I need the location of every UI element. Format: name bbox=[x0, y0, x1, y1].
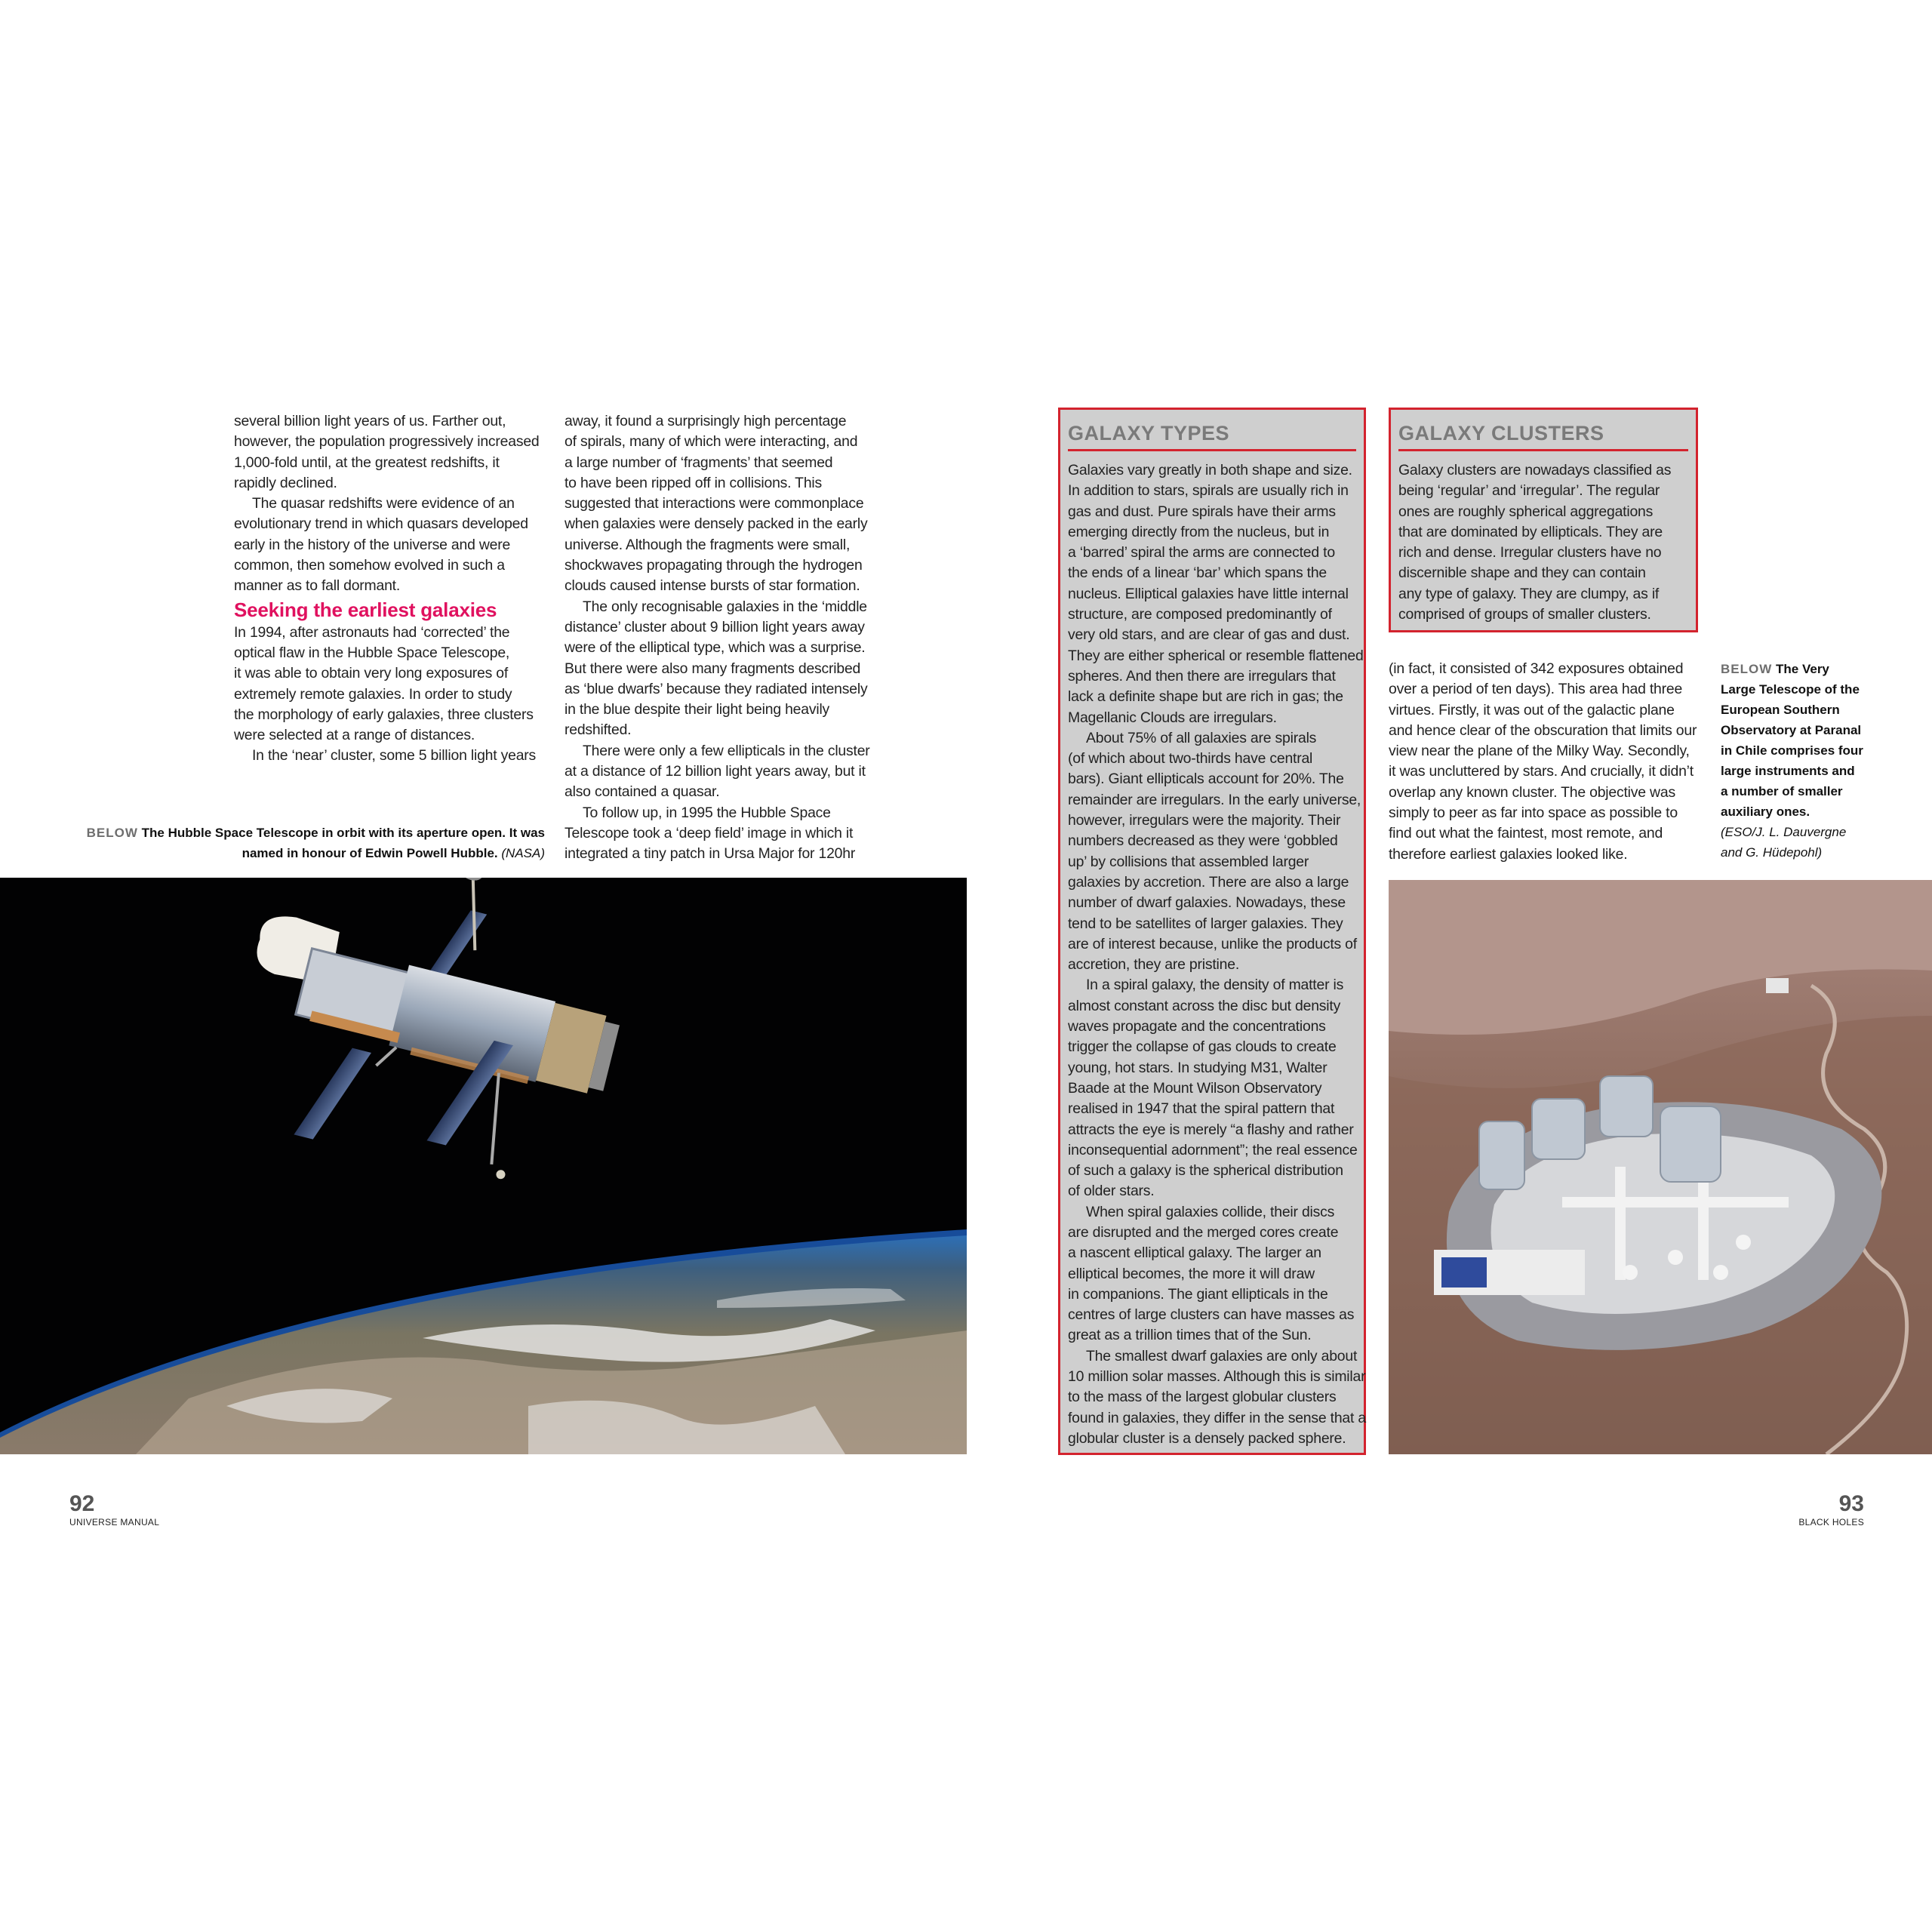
text-line: They are either spherical or resemble flattened bbox=[1068, 647, 1364, 664]
text-line: Galaxies vary greatly in both shape and size. bbox=[1068, 462, 1352, 478]
text-line: numbers decreased as they were ‘gobbled bbox=[1068, 832, 1338, 850]
text-line: distance’ cluster about 9 billion light years away bbox=[565, 618, 865, 635]
text-line: In the ‘near’ cluster, some 5 billion light years bbox=[252, 747, 537, 764]
text-line: In addition to stars, spirals are usually rich in bbox=[1068, 482, 1349, 500]
text-line: the morphology of early galaxies, three clusters bbox=[234, 706, 534, 723]
text-line: clouds caused intense bursts of star formation. bbox=[565, 577, 860, 595]
caption-line: Observatory at Paranal bbox=[1721, 723, 1862, 737]
text-line: 10 million solar masses. Although this is similar bbox=[1068, 1368, 1366, 1386]
text-line: and hence clear of the obscuration that limits our bbox=[1389, 721, 1697, 739]
text-line: several billion light years of us. Farther out, bbox=[234, 413, 506, 429]
text-line: it was able to obtain very long exposures of bbox=[234, 665, 509, 682]
col1-para-a bbox=[234, 411, 551, 494]
text-line: early in the history of the universe and were bbox=[234, 536, 511, 553]
text-line: There were only a few ellipticals in the cluster bbox=[583, 742, 870, 759]
text-line: rapidly declined. bbox=[234, 474, 337, 491]
text-line: of older stars. bbox=[1068, 1183, 1155, 1200]
text-line: in the blue despite their light being heavily bbox=[565, 701, 830, 718]
caption-credit: (ESO/J. L. Dauvergne bbox=[1721, 825, 1847, 839]
text-line: realised in 1947 that the spiral pattern that bbox=[1068, 1100, 1335, 1118]
text-line: Magellanic Clouds are irregulars. bbox=[1068, 709, 1277, 726]
text-line: remainder are irregulars. In the early universe, bbox=[1068, 791, 1361, 808]
text-line: however, irregulars were the majority. Their bbox=[1068, 812, 1341, 829]
text-line: To follow up, in 1995 the Hubble Space bbox=[583, 804, 831, 821]
text-line: are disrupted and the merged cores create bbox=[1068, 1223, 1339, 1241]
text-line: great as a trillion times that of the Sun. bbox=[1068, 1327, 1312, 1344]
galaxy-clusters-sidebar bbox=[1389, 408, 1698, 632]
right-column bbox=[1389, 659, 1706, 865]
sidebar-title: GALAXY CLUSTERS bbox=[1398, 420, 1688, 451]
text-line: almost constant across the disc but density bbox=[1068, 997, 1341, 1014]
caption-line: The Hubble Space Telescope in orbit with its aperture open. It was bbox=[141, 826, 545, 840]
left-column-2 bbox=[565, 411, 889, 865]
text-line: extremely remote galaxies. In order to study bbox=[234, 685, 512, 703]
caption-line: in Chile comprises four bbox=[1721, 743, 1863, 758]
text-line: optical flaw in the Hubble Space Telescope, bbox=[234, 644, 510, 661]
text-line: found in galaxies, they differ in the sense that a bbox=[1068, 1409, 1366, 1426]
text-line: About 75% of all galaxies are spirals bbox=[1086, 729, 1317, 746]
very-large-telescope-photo bbox=[1389, 880, 1932, 1454]
text-line: as ‘blue dwarfs’ because they radiated intensely bbox=[565, 680, 868, 697]
col2-para-b bbox=[565, 597, 889, 741]
text-line: therefore earliest galaxies looked like. bbox=[1389, 845, 1628, 863]
text-line: redshifted. bbox=[565, 721, 632, 739]
text-line: of such a galaxy is the spherical distribution bbox=[1068, 1162, 1343, 1180]
col1-para-b bbox=[234, 494, 551, 596]
section-heading: Seeking the earliest galaxies bbox=[234, 598, 497, 621]
col2-para-a bbox=[565, 411, 889, 597]
text-line: at a distance of 12 billion light years away, but it bbox=[565, 763, 866, 780]
text-line: spheres. And then there are irregulars that bbox=[1068, 667, 1336, 685]
text-line: being ‘regular’ and ‘irregular’. The regular bbox=[1398, 482, 1660, 500]
text-line: comprised of groups of smaller clusters. bbox=[1398, 606, 1651, 623]
text-line: to the mass of the largest globular clusters bbox=[1068, 1389, 1337, 1406]
text-line: however, the population progressively increased bbox=[234, 433, 540, 451]
sidebar-body bbox=[1398, 460, 1688, 625]
text-line: manner as to fall dormant. bbox=[234, 577, 401, 595]
text-line: galaxies by accretion. There are also a large bbox=[1068, 873, 1349, 891]
text-line: also contained a quasar. bbox=[565, 783, 720, 801]
text-line: centres of large clusters can have masses as bbox=[1068, 1306, 1355, 1324]
text-line: virtues. Firstly, it was out of the galactic plane bbox=[1389, 701, 1675, 718]
caption-line: auxiliary ones. bbox=[1721, 804, 1810, 819]
col2-para-d bbox=[565, 803, 889, 865]
text-line: number of dwarf galaxies. Nowadays, these bbox=[1068, 894, 1346, 912]
text-line: that are dominated by ellipticals. They are bbox=[1398, 523, 1663, 540]
galaxy-types-sidebar bbox=[1058, 408, 1366, 1455]
col1-para-d bbox=[234, 746, 551, 766]
text-line: the ends of a linear ‘bar’ which spans the bbox=[1068, 565, 1327, 582]
col1-para-c bbox=[234, 623, 551, 746]
text-line: were selected at a range of distances. bbox=[234, 727, 475, 744]
text-line: (in fact, it consisted of 342 exposures obtained bbox=[1389, 660, 1684, 677]
text-line: over a period of ten days). This area had three bbox=[1389, 681, 1683, 698]
text-line: ones are roughly spherical aggregations bbox=[1398, 503, 1654, 520]
caption-line: large instruments and bbox=[1721, 764, 1855, 778]
text-line: Telescope took a ‘deep field’ image in which it bbox=[565, 824, 854, 841]
vlt-caption bbox=[1721, 659, 1872, 863]
page-number: 93 bbox=[1838, 1491, 1864, 1516]
text-line: Galaxy clusters are nowadays classified as bbox=[1398, 462, 1672, 478]
text-line: young, hot stars. In studying M31, Walter bbox=[1068, 1059, 1327, 1076]
left-column-1 bbox=[234, 411, 551, 767]
text-line: it was uncluttered by stars. And crucially, it didn’t bbox=[1389, 763, 1694, 780]
text-line: rich and dense. Irregular clusters have no bbox=[1398, 544, 1662, 561]
text-line: when galaxies were densely packed in the early bbox=[565, 515, 868, 533]
text-line: structure, are composed predominantly of bbox=[1068, 606, 1332, 623]
text-line: universe. Although the fragments were small, bbox=[565, 536, 851, 553]
text-line: The only recognisable galaxies in the ‘middle bbox=[583, 598, 867, 615]
text-line: any type of galaxy. They are clumpy, as if bbox=[1398, 585, 1660, 602]
caption-line: European Southern bbox=[1721, 703, 1840, 717]
caption-line: a number of smaller bbox=[1721, 784, 1843, 798]
caption-credit: and G. Hüdepohl) bbox=[1721, 845, 1823, 860]
text-line: tend to be satellites of larger galaxies. They bbox=[1068, 915, 1343, 932]
text-line: a nascent elliptical galaxy. The larger an bbox=[1068, 1244, 1321, 1262]
text-line: The quasar redshifts were evidence of an bbox=[252, 495, 515, 512]
sidebar-title: GALAXY TYPES bbox=[1068, 420, 1356, 451]
text-line: emerging directly from the nucleus, but in bbox=[1068, 523, 1330, 540]
text-line: away, it found a surprisingly high percentage bbox=[565, 413, 847, 429]
text-line: nucleus. Elliptical galaxies have little internal bbox=[1068, 585, 1349, 602]
text-line: suggested that interactions were commonplace bbox=[565, 495, 864, 512]
text-line: waves propagate and the concentrations bbox=[1068, 1018, 1326, 1035]
running-head: UNIVERSE MANUAL bbox=[69, 1517, 160, 1527]
text-line: 1,000-fold until, at the greatest redshifts, it bbox=[234, 454, 500, 471]
text-line: lack a definite shape but are rich in gas; the bbox=[1068, 688, 1343, 706]
text-line: to have been ripped off in collisions. This bbox=[565, 474, 823, 491]
text-line: evolutionary trend in which quasars developed bbox=[234, 515, 528, 533]
text-line: are of interest because, unlike the products of bbox=[1068, 935, 1357, 952]
text-line: Baade at the Mount Wilson Observatory bbox=[1068, 1079, 1322, 1097]
sidebar-body bbox=[1068, 460, 1366, 1449]
text-line: a large number of ‘fragments’ that seemed bbox=[565, 454, 833, 471]
text-line: (of which about two-thirds have central bbox=[1068, 750, 1313, 768]
caption-label: BELOW bbox=[86, 826, 138, 840]
left-folio bbox=[69, 1492, 159, 1528]
text-line: trigger the collapse of gas clouds to create bbox=[1068, 1038, 1337, 1056]
right-folio bbox=[1796, 1492, 1864, 1528]
caption-label: BELOW bbox=[1721, 662, 1773, 676]
text-line: In a spiral galaxy, the density of matter is bbox=[1086, 977, 1344, 994]
text-line: were of the elliptical type, which was a surprise. bbox=[565, 639, 866, 657]
page-number: 92 bbox=[69, 1491, 95, 1516]
hubble-caption bbox=[75, 823, 545, 863]
text-line: common, then somehow evolved in such a bbox=[234, 557, 505, 574]
caption-line: The Very bbox=[1776, 662, 1829, 676]
text-line: up’ by collisions that assembled larger bbox=[1068, 853, 1309, 870]
col2-para-c bbox=[565, 741, 889, 803]
hubble-space-telescope-photo bbox=[0, 878, 967, 1454]
caption-credit: (NASA) bbox=[501, 846, 545, 860]
text-line: The smallest dwarf galaxies are only about bbox=[1086, 1347, 1358, 1364]
text-line: gas and dust. Pure spirals have their arms bbox=[1068, 503, 1336, 520]
text-line: view near the plane of the Milky Way. Secondly, bbox=[1389, 743, 1690, 760]
text-line: In 1994, after astronauts had ‘corrected’ the bbox=[234, 623, 510, 641]
text-line: overlap any known cluster. The objective was bbox=[1389, 783, 1675, 801]
observatory-illustration bbox=[1389, 880, 1932, 1454]
caption-line: Large Telescope of the bbox=[1721, 682, 1860, 697]
hubble-illustration bbox=[0, 878, 967, 1454]
text-line: elliptical becomes, the more it will draw bbox=[1068, 1265, 1315, 1282]
text-line: a ‘barred’ spiral the arms are connected to bbox=[1068, 544, 1335, 561]
text-line: globular cluster is a densely packed sphere. bbox=[1068, 1429, 1346, 1447]
text-line: But there were also many fragments described bbox=[565, 660, 861, 677]
text-line: in companions. The giant ellipticals in the bbox=[1068, 1285, 1328, 1303]
running-head: BLACK HOLES bbox=[1798, 1517, 1864, 1527]
text-line: integrated a tiny patch in Ursa Major for 120hr bbox=[565, 845, 856, 863]
text-line: When spiral galaxies collide, their discs bbox=[1086, 1203, 1335, 1220]
text-line: inconsequential adornment”; the real essence bbox=[1068, 1141, 1358, 1158]
text-line: of spirals, many of which were interacting, and bbox=[565, 433, 858, 451]
text-line: bars). Giant ellipticals account for 20%. The bbox=[1068, 771, 1344, 788]
text-line: very old stars, and are clear of gas and dust. bbox=[1068, 626, 1350, 644]
text-line: accretion, they are pristine. bbox=[1068, 956, 1240, 974]
text-line: discernible shape and they can contain bbox=[1398, 565, 1646, 582]
text-line: find out what the faintest, most remote, and bbox=[1389, 825, 1663, 842]
text-line: attracts the eye is merely “a flashy and rather bbox=[1068, 1121, 1354, 1138]
text-line: shockwaves propagating through the hydrogen bbox=[565, 557, 863, 574]
caption-line: named in honour of Edwin Powell Hubble. bbox=[242, 846, 498, 860]
text-line: simply to peer as far into space as possible to bbox=[1389, 804, 1678, 822]
